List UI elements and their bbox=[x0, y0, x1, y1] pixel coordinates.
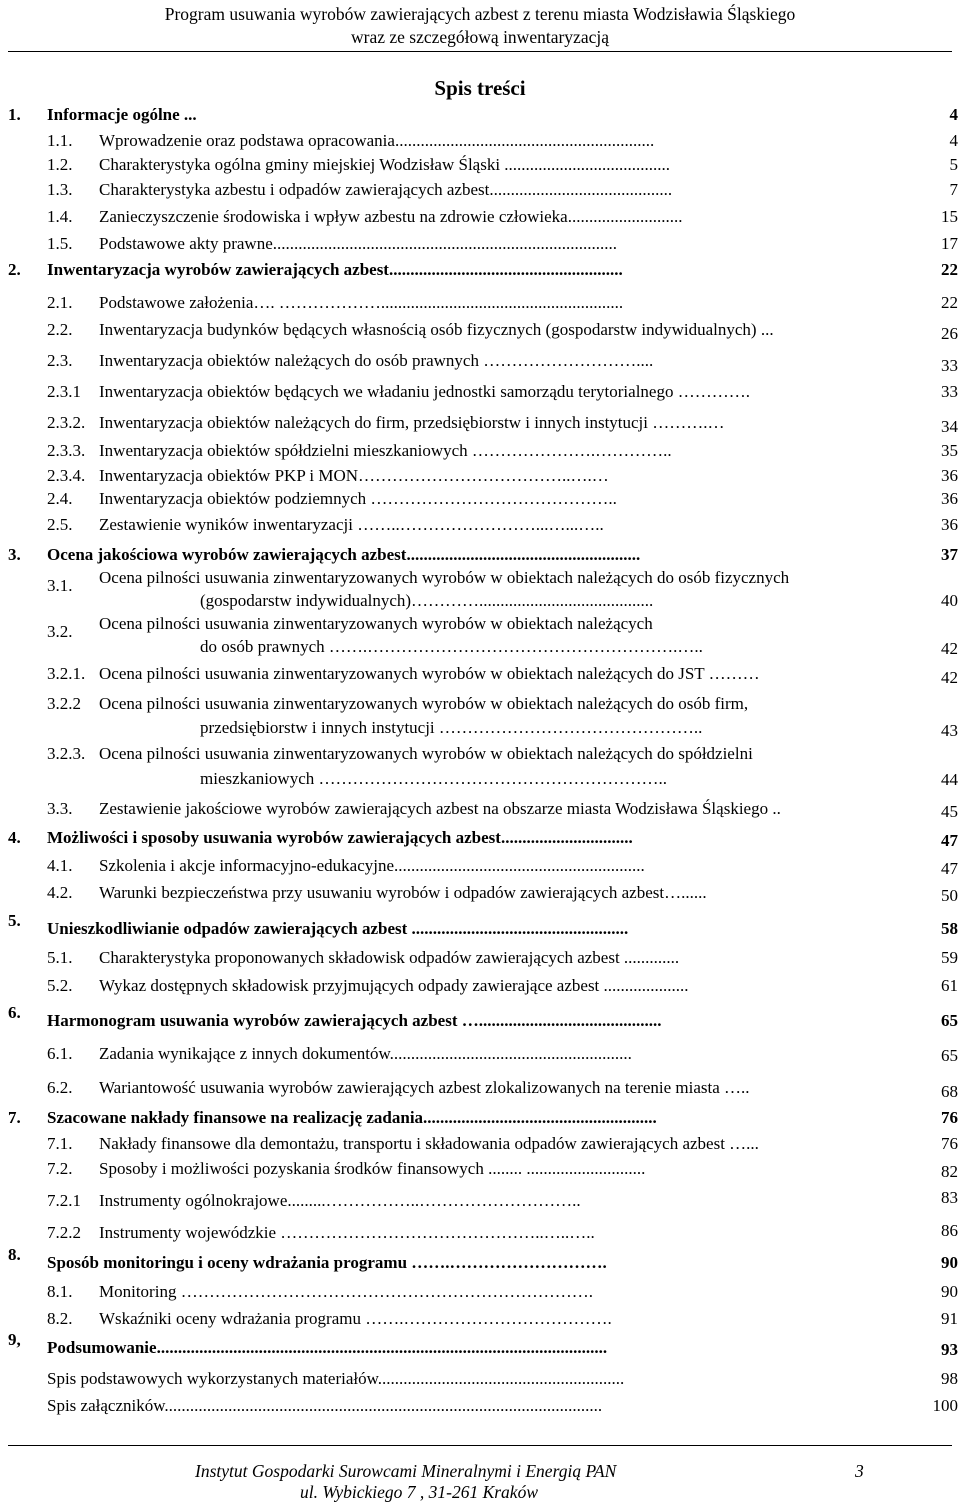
toc-entry-number: 8.2. bbox=[47, 1309, 73, 1328]
toc-entry-title: Ocena pilności usuwania zinwentaryzowanych wyrobów w obiektach należących do JST ……… bbox=[99, 664, 760, 683]
toc-entry-title: Wprowadzenie oraz podstawa opracowania............................................................. bbox=[99, 131, 655, 150]
toc-entry-title: Instrumenty wojewódzkie ………………………………………..…..….. bbox=[99, 1223, 595, 1242]
toc-entry-number: 8.1. bbox=[47, 1282, 73, 1301]
toc-entry-number: 7. bbox=[8, 1108, 21, 1127]
toc-entry-title: Unieszkodliwianie odpadów zawierających azbest ................................................... bbox=[47, 919, 629, 938]
toc-entry-title: Instrumenty ogólnokrajowe.........……………..……………………….. bbox=[99, 1191, 581, 1210]
toc-entry-number: 1.1. bbox=[47, 131, 73, 150]
toc-entry-number: 7.2.2 bbox=[47, 1223, 81, 1242]
toc-entry-title: Charakterystyka ogólna gminy miejskiej Wodzisław Śląski ....................................... bbox=[99, 155, 671, 174]
toc-entry-number: 2.3.4. bbox=[47, 466, 86, 485]
toc-entry-page: 98 bbox=[941, 1369, 958, 1388]
toc-entry-number: 2.2. bbox=[47, 320, 73, 339]
toc-entry-number: 3.2. bbox=[47, 622, 73, 641]
toc-entry-page: 37 bbox=[941, 545, 958, 564]
toc-entry-title: Wykaz dostępnych składowisk przyjmujących odpady zawierające azbest .................... bbox=[99, 976, 689, 995]
toc-entry-page: 59 bbox=[941, 948, 958, 967]
toc-entry-number: 3.2.2 bbox=[47, 694, 81, 713]
header-title-line2: wraz ze szczegółową inwentaryzacją bbox=[351, 27, 609, 47]
toc-entry-page: 7 bbox=[949, 180, 958, 199]
toc-entry-title: Inwentaryzacja budynków będących własnością osób fizycznych (gospodarstw indywidualnych) ... bbox=[99, 320, 774, 339]
toc-entry-title: Charakterystyka azbestu i odpadów zawierających azbest........................................... bbox=[99, 180, 673, 199]
toc-entry-title: Możliwości i sposoby usuwania wyrobów zawierających azbest............................... bbox=[47, 828, 633, 847]
toc-entry-title: Inwentaryzacja obiektów należących do firm, przedsiębiorstw i innych instytucji ……….… bbox=[99, 413, 725, 432]
toc-entry-title-continuation: przedsiębiorstw i innych instytucji ……………………………………….. bbox=[200, 718, 703, 737]
toc-entry-title: Inwentaryzacja obiektów podziemnych …………………………………….. bbox=[99, 489, 617, 508]
toc-entry-number: 6.2. bbox=[47, 1078, 73, 1097]
toc-entry-page: 76 bbox=[941, 1108, 958, 1127]
toc-entry-title-continuation: do osób prawnych …….……………………………………………….….. bbox=[200, 637, 703, 656]
toc-entry-page: 35 bbox=[941, 441, 958, 460]
toc-entry-page: 45 bbox=[941, 802, 958, 821]
toc-entry-title: Warunki bezpieczeństwa przy usuwaniu wyrobów i odpadów zawierających azbest…...... bbox=[99, 883, 707, 902]
toc-entry-title: Sposoby i możliwości pozyskania środków finansowych ........ ............................ bbox=[99, 1159, 646, 1178]
toc-entry-title: Inwentaryzacja obiektów należących do osób prawnych ……………………….... bbox=[99, 351, 654, 370]
toc-entry-page: 86 bbox=[941, 1221, 958, 1240]
toc-entry-number: 1.3. bbox=[47, 180, 73, 199]
toc-entry-title: Wariantowość usuwania wyrobów zawierających azbest zlokalizowanych na terenie miasta ….. bbox=[99, 1078, 750, 1097]
toc-entry-number: 2.3. bbox=[47, 351, 73, 370]
toc-entry-number: 2.4. bbox=[47, 489, 73, 508]
toc-entry-title: Ocena pilności usuwania zinwentaryzowanych wyrobów w obiektach należących bbox=[99, 614, 653, 633]
toc-entry-title: Sposób monitoringu i oceny wdrażania programu …….………………………. bbox=[47, 1253, 607, 1272]
toc-entry-page: 42 bbox=[941, 668, 958, 687]
header-title-line1: Program usuwania wyrobów zawierających azbest z terenu miasta Wodzisławia Śląskiego bbox=[164, 4, 796, 24]
toc-entry-page: 4 bbox=[949, 131, 958, 150]
toc-entry-title: Nakłady finansowe dla demontażu, transportu i składowania odpadów zawierających azbest …... bbox=[99, 1134, 759, 1153]
footer-address: ul. Wybickiego 7 , 31-261 Kraków bbox=[300, 1482, 539, 1502]
toc-entry-number: 3. bbox=[8, 545, 21, 564]
toc-entry-number: 3.2.3. bbox=[47, 744, 86, 763]
toc-entry-page: 36 bbox=[941, 515, 958, 534]
toc-entry-page: 4 bbox=[949, 105, 958, 124]
toc-entry-title: Podstawowe akty prawne................................................................................. bbox=[99, 234, 617, 253]
toc-entry-title: Szkolenia i akcje informacyjno-edukacyjne........................................................... bbox=[99, 856, 645, 875]
toc-entry-page: 33 bbox=[941, 382, 958, 401]
toc-entry-page: 15 bbox=[941, 207, 958, 226]
toc-entry-title: Harmonogram usuwania wyrobów zawierających azbest …........................................... bbox=[47, 1011, 662, 1030]
toc-entry-number: 2. bbox=[8, 260, 21, 279]
toc-entry-page: 5 bbox=[949, 155, 958, 174]
toc-entry-page: 40 bbox=[941, 591, 958, 610]
toc-entry-title: Zestawienie jakościowe wyrobów zawierających azbest na obszarze miasta Wodzisława Śląskiego .. bbox=[99, 799, 781, 818]
toc-entry-number: 4.1. bbox=[47, 856, 73, 875]
toc-entry-title-continuation: (gospodarstw indywidualnych)…………......................................... bbox=[200, 591, 654, 610]
toc-entry-page: 61 bbox=[941, 976, 958, 995]
toc-entry-page: 83 bbox=[941, 1188, 958, 1207]
toc-entry-page: 58 bbox=[941, 919, 958, 938]
toc-entry-page: 47 bbox=[941, 831, 958, 850]
footer-page-number: 3 bbox=[855, 1461, 864, 1481]
toc-entry-page: 93 bbox=[941, 1340, 958, 1359]
toc-entry-page: 33 bbox=[941, 356, 958, 375]
toc-entry-page: 65 bbox=[941, 1046, 958, 1065]
toc-entry-title: Spis podstawowych wykorzystanych materiałów.......................................................... bbox=[47, 1369, 625, 1388]
toc-entry-page: 42 bbox=[941, 639, 958, 658]
toc-entry-page: 65 bbox=[941, 1011, 958, 1030]
toc-entry-title: Zanieczyszczenie środowiska i wpływ azbestu na zdrowie człowieka........................... bbox=[99, 207, 683, 226]
toc-entry-number: 7.2. bbox=[47, 1159, 73, 1178]
toc-entry-number: 1.5. bbox=[47, 234, 73, 253]
toc-entry-number: 2.3.2. bbox=[47, 413, 86, 432]
toc-entry-title-continuation: mieszkaniowych …………………………………………………….. bbox=[200, 769, 667, 788]
toc-entry-page: 68 bbox=[941, 1082, 958, 1101]
toc-entry-page: 82 bbox=[941, 1162, 958, 1181]
toc-entry-page: 44 bbox=[941, 770, 958, 789]
footer-institute: Instytut Gospodarki Surowcami Mineralnymi i Energią PAN bbox=[195, 1461, 617, 1481]
toc-entry-title: Ocena pilności usuwania zinwentaryzowanych wyrobów w obiektach należących do osób fizycznych bbox=[99, 568, 790, 587]
toc-entry-number: 4.2. bbox=[47, 883, 73, 902]
toc-entry-title: Podsumowanie.......................................................................................................... bbox=[47, 1338, 608, 1357]
toc-entry-page: 90 bbox=[941, 1253, 958, 1272]
toc-entry-title: Zestawienie wyników inwentaryzacji ……..……………………...…...….. bbox=[99, 515, 604, 534]
toc-entry-title: Ocena pilności usuwania zinwentaryzowanych wyrobów w obiektach należących do spółdzielni bbox=[99, 744, 753, 763]
toc-entry-number: 5.2. bbox=[47, 976, 73, 995]
toc-entry-number: 5. bbox=[8, 911, 21, 930]
toc-entry-page: 76 bbox=[941, 1134, 958, 1153]
toc-entry-title: Inwentaryzacja obiektów PKP i MON………………………………..….… bbox=[99, 466, 609, 485]
toc-entry-number: 2.3.3. bbox=[47, 441, 86, 460]
toc-entry-page: 91 bbox=[941, 1309, 958, 1328]
toc-entry-page: 43 bbox=[941, 721, 958, 740]
toc-entry-number: 8. bbox=[8, 1245, 21, 1264]
toc-entry-number: 7.2.1 bbox=[47, 1191, 81, 1210]
toc-entry-title: Inwentaryzacja wyrobów zawierających azbest....................................................... bbox=[47, 260, 623, 279]
toc-entry-number: 2.3.1 bbox=[47, 382, 81, 401]
toc-entry-page: 26 bbox=[941, 324, 958, 343]
toc-entry-page: 90 bbox=[941, 1282, 958, 1301]
toc-entry-number: 4. bbox=[8, 828, 21, 847]
toc-entry-number: 1.2. bbox=[47, 155, 73, 174]
toc-entry-page: 22 bbox=[941, 260, 958, 279]
toc-entry-title: Podstawowe założenia…. ………………......................................................... bbox=[99, 293, 624, 312]
toc-entry-title: Spis załączników....................................................................................................... bbox=[47, 1396, 603, 1415]
footer-divider bbox=[8, 1445, 952, 1446]
toc-entry-number: 1.4. bbox=[47, 207, 73, 226]
toc-entry-number: 5.1. bbox=[47, 948, 73, 967]
toc-entry-title: Inwentaryzacja obiektów spółdzielni mieszkaniowych ………………….………….. bbox=[99, 441, 672, 460]
toc-entry-title: Inwentaryzacja obiektów będących we władaniu jednostki samorządu terytorialnego …………. bbox=[99, 382, 750, 401]
toc-entry-page: 34 bbox=[941, 417, 958, 436]
toc-entry-number: 2.5. bbox=[47, 515, 73, 534]
toc-entry-page: 100 bbox=[932, 1396, 958, 1415]
toc-entry-title: Wskaźniki oceny wdrażania programu …….………………………………. bbox=[99, 1309, 612, 1328]
toc-entry-number: 1. bbox=[8, 105, 21, 124]
toc-entry-page: 36 bbox=[941, 489, 958, 508]
toc-entry-title: Monitoring ………………………………………………………………. bbox=[99, 1282, 593, 1301]
toc-entry-page: 17 bbox=[941, 234, 958, 253]
toc-entry-title: Szacowane nakłady finansowe na realizację zadania....................................................... bbox=[47, 1108, 657, 1127]
toc-entry-number: 9, bbox=[8, 1330, 21, 1349]
toc-entry-number: 3.3. bbox=[47, 799, 73, 818]
toc-entry-title: Ocena pilności usuwania zinwentaryzowanych wyrobów w obiektach należących do osób firm, bbox=[99, 694, 749, 713]
toc-entry-page: 47 bbox=[941, 859, 958, 878]
toc-entry-page: 50 bbox=[941, 886, 958, 905]
toc-entry-number: 2.1. bbox=[47, 293, 73, 312]
toc-entry-title: Zadania wynikające z innych dokumentów......................................................... bbox=[99, 1044, 632, 1063]
toc-entry-title: Charakterystyka proponowanych składowisk odpadów zawierających azbest ............. bbox=[99, 948, 680, 967]
toc-title: Spis treści bbox=[434, 76, 526, 100]
toc-entry-number: 6. bbox=[8, 1003, 21, 1022]
toc-entry-title: Informacje ogólne ... bbox=[47, 105, 197, 124]
toc-entry-number: 6.1. bbox=[47, 1044, 73, 1063]
toc-entry-title: Ocena jakościowa wyrobów zawierających azbest....................................................... bbox=[47, 545, 641, 564]
toc-entry-page: 36 bbox=[941, 466, 958, 485]
toc-entry-number: 3.2.1. bbox=[47, 664, 86, 683]
toc-entry-page: 22 bbox=[941, 293, 958, 312]
toc-entry-number: 3.1. bbox=[47, 576, 73, 595]
toc-entry-number: 7.1. bbox=[47, 1134, 73, 1153]
